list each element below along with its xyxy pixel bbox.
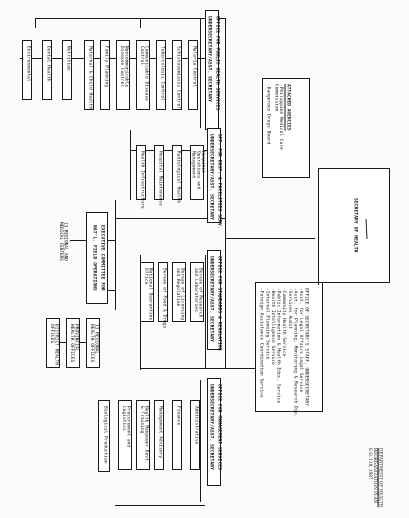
attached-agencies-title: ATTACHED AGENCIES [285,84,291,131]
staff-item-audit: -Services Audit [286,288,292,330]
hosp-drop [140,18,141,28]
ph-unit-noncommunicable: Noncommunicable Disease Control [116,40,130,110]
mgmt-unit-manpower: Health Manpower Devt. & Training [136,400,150,470]
sec-to-staff [318,280,319,285]
hosp-rail [130,130,131,200]
annotation-line3: E.O. 119, 1987 [367,448,373,480]
attached-agencies-box [262,78,310,178]
standards-office-box [207,250,221,350]
ph-drop [35,18,36,28]
public-health-office-box [205,10,219,130]
ph-unit-dental: Dental Health [42,40,52,100]
prov-to-dist [60,342,66,343]
standards-title: OFFICE FOR STANDARDS & REGULATION [216,256,222,351]
mgmt-unit-procurement: Procurement and Logistics [118,400,132,470]
annotation-line2: REORGANIZATION PLAN [373,448,379,504]
ph-unit-nutrition: Nutrition [62,40,72,100]
public-health-title: OFFICE FOR PUBLIC HEALTH SERVICES [214,16,220,111]
staff-item-intelligence: -Health Intelligence Service [269,288,275,365]
pen-mark-icon [360,218,372,240]
mgmt-unit-biological: Biological Production [98,400,110,472]
staff-item-community: -Community Health Service [281,288,287,357]
mgmt-unit-finance: Finance [172,400,182,470]
public-health-subtitle: UNDERSECRETARY/ASST. SECRETARY [206,16,212,102]
district-health-offices-box: DISTRICT HEALTH OFFICES [46,318,60,368]
ph-unit-environmental: Environmental [22,40,32,100]
staff-item-public-info: -Public Information & Health Educ. Service [275,288,281,404]
provincial-health-offices-box: PROVINCIAL HEALTH OFFICES [66,318,80,368]
staff-item-planning: -Asst. for Planning, Monitoring & Research Div. [292,288,298,417]
regoff-to-prov [80,342,86,343]
secretary-staff-box [255,282,323,417]
lower-trunk [225,238,226,368]
staff-item-legal: -Asst. for Legal Affairs Legal Service [298,288,303,393]
ph-rail [200,18,201,128]
ph-unit-family-planning: Family Planning [100,40,110,110]
staff-item-foreign: -Foreign Assistance Coordination Service [258,288,264,398]
std-unit-research: Bureau of Research and Laboratories [190,262,204,322]
ph-unit-tb: Tuberculosis Control [156,40,166,110]
mgmt-unit-administrative: Administrative [190,400,200,470]
ph-unit-communicable: Communicable Disease Control [136,40,150,110]
mgmt-unit-advisory: Management Advisory [154,400,164,470]
mgmt-rail [200,380,201,502]
secretary-staff-title: OFFICE OF SECRETARY'S STAFF, UNDERSECRETARY [303,288,309,406]
spine-line [225,18,226,238]
management-office-box [207,378,221,486]
hospital-title: OFF. FOR HOSP. & FACILITIES SERV. [216,134,222,229]
executive-subtitle: NAT'L. FIELD OPERATIONS [91,225,97,291]
regional-health-offices-box: 13 REGIONAL HEALTH OFFICES [86,318,100,368]
std-unit-quarantine: National Quarantine Office [140,262,154,322]
regional-medical-centers: 13 REGIONAL AND MEDICAL CENTERS [58,222,68,261]
std-drop [205,255,206,368]
hosp-unit-radiological: Radiological Health [172,145,182,200]
hospital-subtitle: UNDERSECRETARY/ASST. SECRETARY [208,134,214,220]
exec-rail [115,200,116,310]
ph-unit-schisto: Schistosomiasis Control [172,40,182,110]
executive-title: EXECUTIVE COMMITTEE FOR [99,225,105,291]
hosp-unit-operations: Hospital Operations and Management [190,145,204,200]
hosp-unit-maintenance: Hospital Maintenance [154,145,164,200]
management-subtitle: UNDERSECRETARY/ASST. SECRETARY [208,384,214,470]
std-unit-food-drugs: Bureau of Food & Drugs [158,262,168,322]
document-annotation [355,448,395,514]
hosp-unit-infrastructure: Health Infrastructure [136,145,146,200]
secretary-box [318,168,390,283]
ph-unit-maternal: Maternal & Child Health [84,40,94,110]
annotation-line1: DEPARTMENT OF HEALTH [378,448,384,508]
spine-to-sec [225,238,315,239]
management-title: OFFICE FOR MANAGEMENT SERVICES [216,384,222,470]
secretary-title: SECRETARY OF HEALTH [352,198,358,253]
executive-committee-box [86,212,108,304]
mgmt-branch [115,505,205,506]
ph-unit-malaria: Malaria Control [188,40,198,110]
std-unit-licensing: Bureau of Licensing and Regulation [172,262,186,322]
attached-agency-2: -Dangerous Drugs Board [265,84,271,145]
attached-agency-1: -Philippine Medical Care Commission [273,84,283,150]
trunk-line [35,18,225,19]
staff-item-internal: -Internal Planning Service [264,288,270,360]
standards-subtitle: UNDERSECRETARY/ASST. SECRETARY [208,256,214,342]
hospital-office-box [207,128,222,229]
